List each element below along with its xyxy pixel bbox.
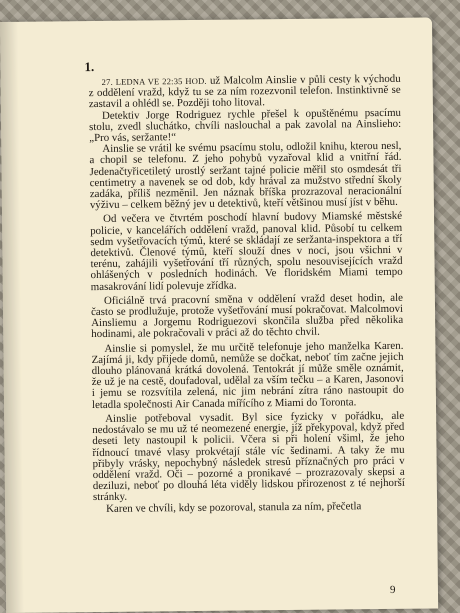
paragraph-4: Od večera ve čtvrtém poschodí hlavní budovy Miamské městské policie, v kancelářích oddělení vražd, panoval klid. Působí tu celkem sedm vyšetřovacích týmů, které se skládají ze seržanta-inspektora a tří detektivů. Členové týmů, kteří slouží dnes v noci, jsou všichni v terénu, zahájili vyšetřování tří různých, spolu nesouvisejících vražd ohlášených v posledních hodinách. Ve floridském Miami tempo masakrování lidí polevuje zřídka.: [90, 210, 403, 293]
lead-date: 27. LEDNA VE 22:35 HOD.: [101, 75, 207, 87]
paragraph-6: Ainslie si pomyslel, že mu určitě telefonuje jeho manželka Karen. Zajímá ji, kdy přijede domů, nemůže se dočkat, neboť tím začne jejich dlouho plánovaná krátká dovolená. Tentokrát jí může směle oznámit, že už je na cestě, doufadoval, udělal za vším tečku – a Karen, Jasonovi i jemu se rozsvítila zelená, nic jim nebrání zítra ráno nastoupit do letadla společnosti Air Canada mířícího z Miami do Toronta.: [91, 339, 404, 411]
paragraph-7: Ainslie potřeboval vysadit. Byl sice fyzicky v pořádku, ale nedostávalo se mu už té neomezené energie, jíž překypoval, když před deseti lety nastoupil k policii. Včera si při holení všiml, že jeho řídnoucí tmavé vlasy prokvétají stále víc šedinami. A taky že mu přibyly vrásky, nepochybný následek stresů příznačných pro práci v oddělení vražd. Oči – pozorné a pronikavé – prozrazovaly skepsi a deziluzi, neboť po dlouhá léta viděly lidskou přirozenost z té nejhorší stránky.: [92, 409, 405, 504]
paragraph-8: Karen ve chvíli, kdy se pozoroval, stanula za ním, přečetla: [106, 499, 362, 515]
paragraph-1: [89, 74, 401, 111]
paragraph-5: Oficiálně trvá pracovní směna v oddělení vražd deset hodin, ale často se prodlužuje, protože vyšetřování musí pokračovat. Malcolmovi Ainsliemu a Jorgemu Rodriguezovi skončila služba před několika hodinami, ale pokračovali v práci až do těchto chvil.: [90, 291, 404, 341]
book-page: [0, 17, 438, 612]
page-number: 9: [389, 583, 396, 596]
page-body-text: [89, 74, 406, 515]
paragraph-text: už Malcolm Ainslie v půli cesty k východu z oddělení vražd, když tu se za ním rozezvonil telefon. Instinktivně se zastavil a ohlédl se. Později toho litoval.: [88, 72, 401, 111]
chapter-number: 1.: [84, 59, 95, 75]
paragraph-3: Ainslie se vrátil ke svému psacímu stolu, odložil knihu, kterou nesl, a chopil se telefonu. Z jeho pohybů vyzařoval klid a vnitřní řád. Jedenačtyřicetiletý urostlý seržant tajné policie měřil sto osmdesát tři centimetry a navenek se od dob, kdy hrával za mužstvo střední školy zadáka, příliš nezměnil. Jen náznak bříška prozrazoval neracionální výživu – celkem běžný jev u detektivů, kteří většinou musí jíst v běhu.: [89, 140, 402, 212]
paragraph-2: Detektiv Jorge Rodriguez rychle přešel k opuštěnému psacímu stolu, zvedl sluchátko, chvíli naslouchal a pak zavolal na Ainslieho: „Pro vás, seržante!“: [89, 106, 402, 145]
